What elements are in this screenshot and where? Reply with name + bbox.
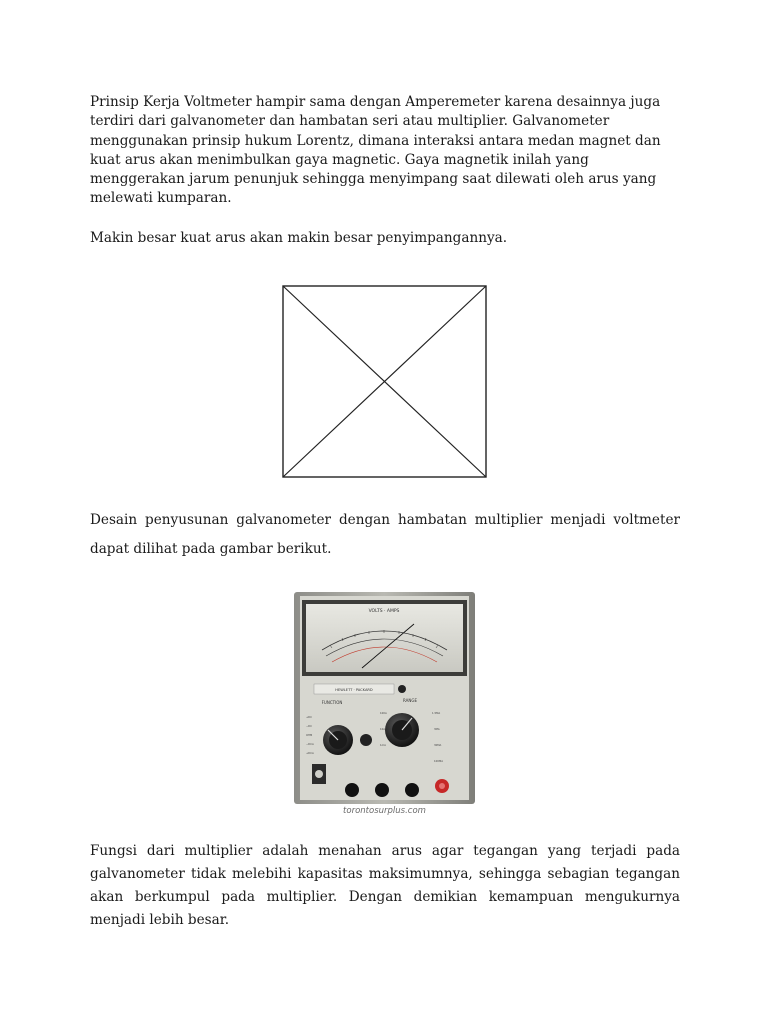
svg-text:−DCA: −DCA — [306, 743, 314, 746]
svg-text:100A: 100A — [380, 712, 387, 715]
missing-image-placeholder — [282, 285, 487, 478]
svg-text:OHM: OHM — [306, 734, 313, 737]
svg-text:100MA: 100MA — [434, 760, 443, 763]
svg-text:+DC: +DC — [306, 716, 312, 719]
svg-text:30MA: 30MA — [434, 744, 442, 747]
svg-text:VOLTS · AMPS: VOLTS · AMPS — [368, 609, 400, 614]
svg-text:HEWLETT · PACKARD: HEWLETT · PACKARD — [335, 688, 373, 692]
paragraph-design: Desain penyusunan galvanometer dengan hambatan multiplier menjadi voltmeter dapat dilihat pada gambar berikut. — [90, 512, 680, 557]
svg-text:−DC: −DC — [306, 725, 312, 728]
paragraph-deflection: Makin besar kuat arus akan makin besar penyimpangannya. — [90, 230, 508, 246]
paragraph-multiplier-function: Fungsi dari multiplier adalah menahan arus agar tegangan yang terjadi pada galvanometer tidak melebihi kapasitas maksimumnya, sehingga sebagian tegangan akan berkumpul pada multiplier. Dengan demikian kemampuan mengukurnya menjadi lebih besar. — [90, 843, 680, 928]
voltmeter-photo — [292, 590, 477, 804]
svg-text:10A: 10A — [380, 728, 386, 731]
svg-text:1.5MA: 1.5MA — [432, 712, 441, 715]
svg-text:RANGE: RANGE — [403, 698, 417, 703]
figure-caption: torontosurplus.com — [343, 806, 426, 816]
svg-text:+DCA: +DCA — [306, 752, 314, 755]
svg-text:FUNCTION: FUNCTION — [321, 700, 343, 705]
paragraph-voltmeter-principle: Prinsip Kerja Voltmeter hampir sama dengan Amperemeter karena desainnya juga terdiri dari galvanometer dan hambatan seri atau multiplier. Galvanometer menggunakan prinsip hukum Lorentz, dimana interaksi antara medan magnet dan kuat arus akan menimbulkan gaya magnetic. Gaya magnetik inilah yang menggerakan jarum penunjuk sehingga menyimpang saat dilewati oleh arus yang melewati kumparan. — [90, 94, 661, 207]
svg-text:3MA: 3MA — [434, 728, 440, 731]
svg-text:1mA: 1mA — [380, 744, 386, 747]
